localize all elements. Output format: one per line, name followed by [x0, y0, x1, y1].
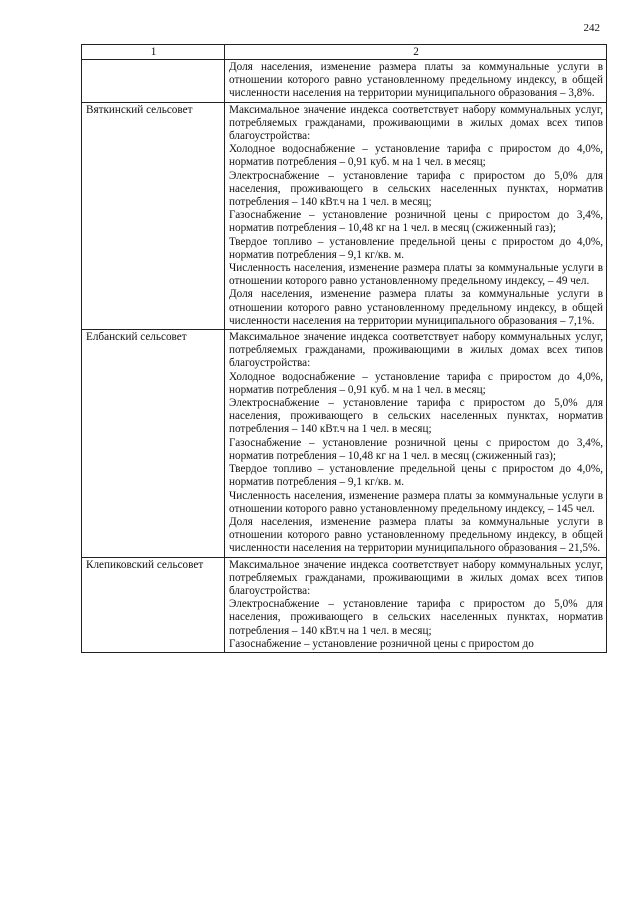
paragraph: Холодное водоснабжение – установление тарифа с приростом до 4,0%, норматив потребления – 0,91 куб. м на 1 чел. в месяц; — [229, 143, 603, 169]
paragraph: Максимальное значение индекса соответствует набору коммунальных услуг, потребляемых гражданами, проживающими в жилых домах всех типов благоустройства: — [229, 103, 603, 143]
paragraph: Доля населения, изменение размера платы за коммунальные услуги в отношении которого равно установленному предельному индексу, в общей численности населения на территории муниципального образования – 3,8%. — [229, 61, 603, 100]
paragraph: Твердое топливо – установление предельной цены с приростом до 4,0%, норматив потребления – 9,1 кг/кв. м. — [229, 463, 603, 489]
table-header-row — [82, 45, 607, 60]
paragraph: Численность населения, изменение размера платы за коммунальные услуги в отношении которого равно установленному предельному индексу, – 145 чел. — [229, 489, 603, 515]
municipality-name: Елбанский сельсовет — [82, 330, 225, 557]
description-cell — [225, 102, 607, 329]
paragraph: Твердое топливо – установление предельной цены с приростом до 4,0%, норматив потребления – 9,1 кг/кв. м. — [229, 235, 603, 261]
municipality-name: Клепиковский сельсовет — [82, 557, 225, 652]
paragraph: Электроснабжение – установление тарифа с приростом до 5,0% для населения, проживающего в сельских населенных пунктах, норматив потребления – 140 кВт.ч на 1 чел. в месяц; — [229, 598, 603, 637]
paragraph: Холодное водоснабжение – установление тарифа с приростом до 4,0%, норматив потребления – 0,91 куб. м на 1 чел. в месяц; — [229, 370, 603, 396]
municipality-name — [82, 60, 225, 103]
table-row — [82, 330, 607, 557]
paragraph: Электроснабжение – установление тарифа с приростом до 5,0% для населения, проживающего в сельских населенных пунктах, норматив потребления – 140 кВт.ч на 1 чел. в месяц; — [229, 397, 603, 436]
municipality-name: Вяткинский сельсовет — [82, 102, 225, 329]
table-row — [82, 557, 607, 652]
description-cell — [225, 557, 607, 652]
paragraph: Доля населения, изменение размера платы за коммунальные услуги в отношении которого равно установленному предельному индексу, в общей численности населения на территории муниципального образования – 21,5%. — [229, 515, 603, 555]
table-row — [82, 60, 607, 103]
paragraph: Численность населения, изменение размера платы за коммунальные услуги в отношении которого равно установленному предельному индексу, – 49 чел. — [229, 262, 603, 288]
paragraph: Электроснабжение – установление тарифа с приростом до 5,0% для населения, проживающего в сельских населенных пунктах, норматив потребления – 140 кВт.ч на 1 чел. в месяц; — [229, 169, 603, 209]
municipal-index-table — [81, 44, 607, 653]
paragraph: Газоснабжение – установление розничной цены с приростом до 3,4%, норматив потребления – 10,48 кг на 1 чел. в месяц (сжиженный газ); — [229, 436, 603, 462]
paragraph: Максимальное значение индекса соответствует набору коммунальных услуг, потребляемых гражданами, проживающими в жилых домах всех типов благоустройства: — [229, 331, 603, 370]
column-header-1: 1 — [82, 45, 225, 60]
table-row — [82, 102, 607, 329]
paragraph: Газоснабжение – установление розничной цены с приростом до 3,4%, норматив потребления – 10,48 кг на 1 чел. в месяц (сжиженный газ); — [229, 209, 603, 235]
column-header-2: 2 — [225, 45, 607, 60]
paragraph: Доля населения, изменение размера платы за коммунальные услуги в отношении которого равно установленному предельному индексу, в общей численности населения на территории муниципального образования – 7,1%. — [229, 288, 603, 327]
page-number: 242 — [583, 22, 600, 34]
paragraph: Газоснабжение – установление розничной цены с приростом до — [229, 637, 534, 650]
description-cell — [225, 60, 607, 103]
description-cell — [225, 330, 607, 557]
paragraph: Максимальное значение индекса соответствует набору коммунальных услуг, потребляемых гражданами, проживающими в жилых домах всех типов благоустройства: — [229, 558, 603, 597]
